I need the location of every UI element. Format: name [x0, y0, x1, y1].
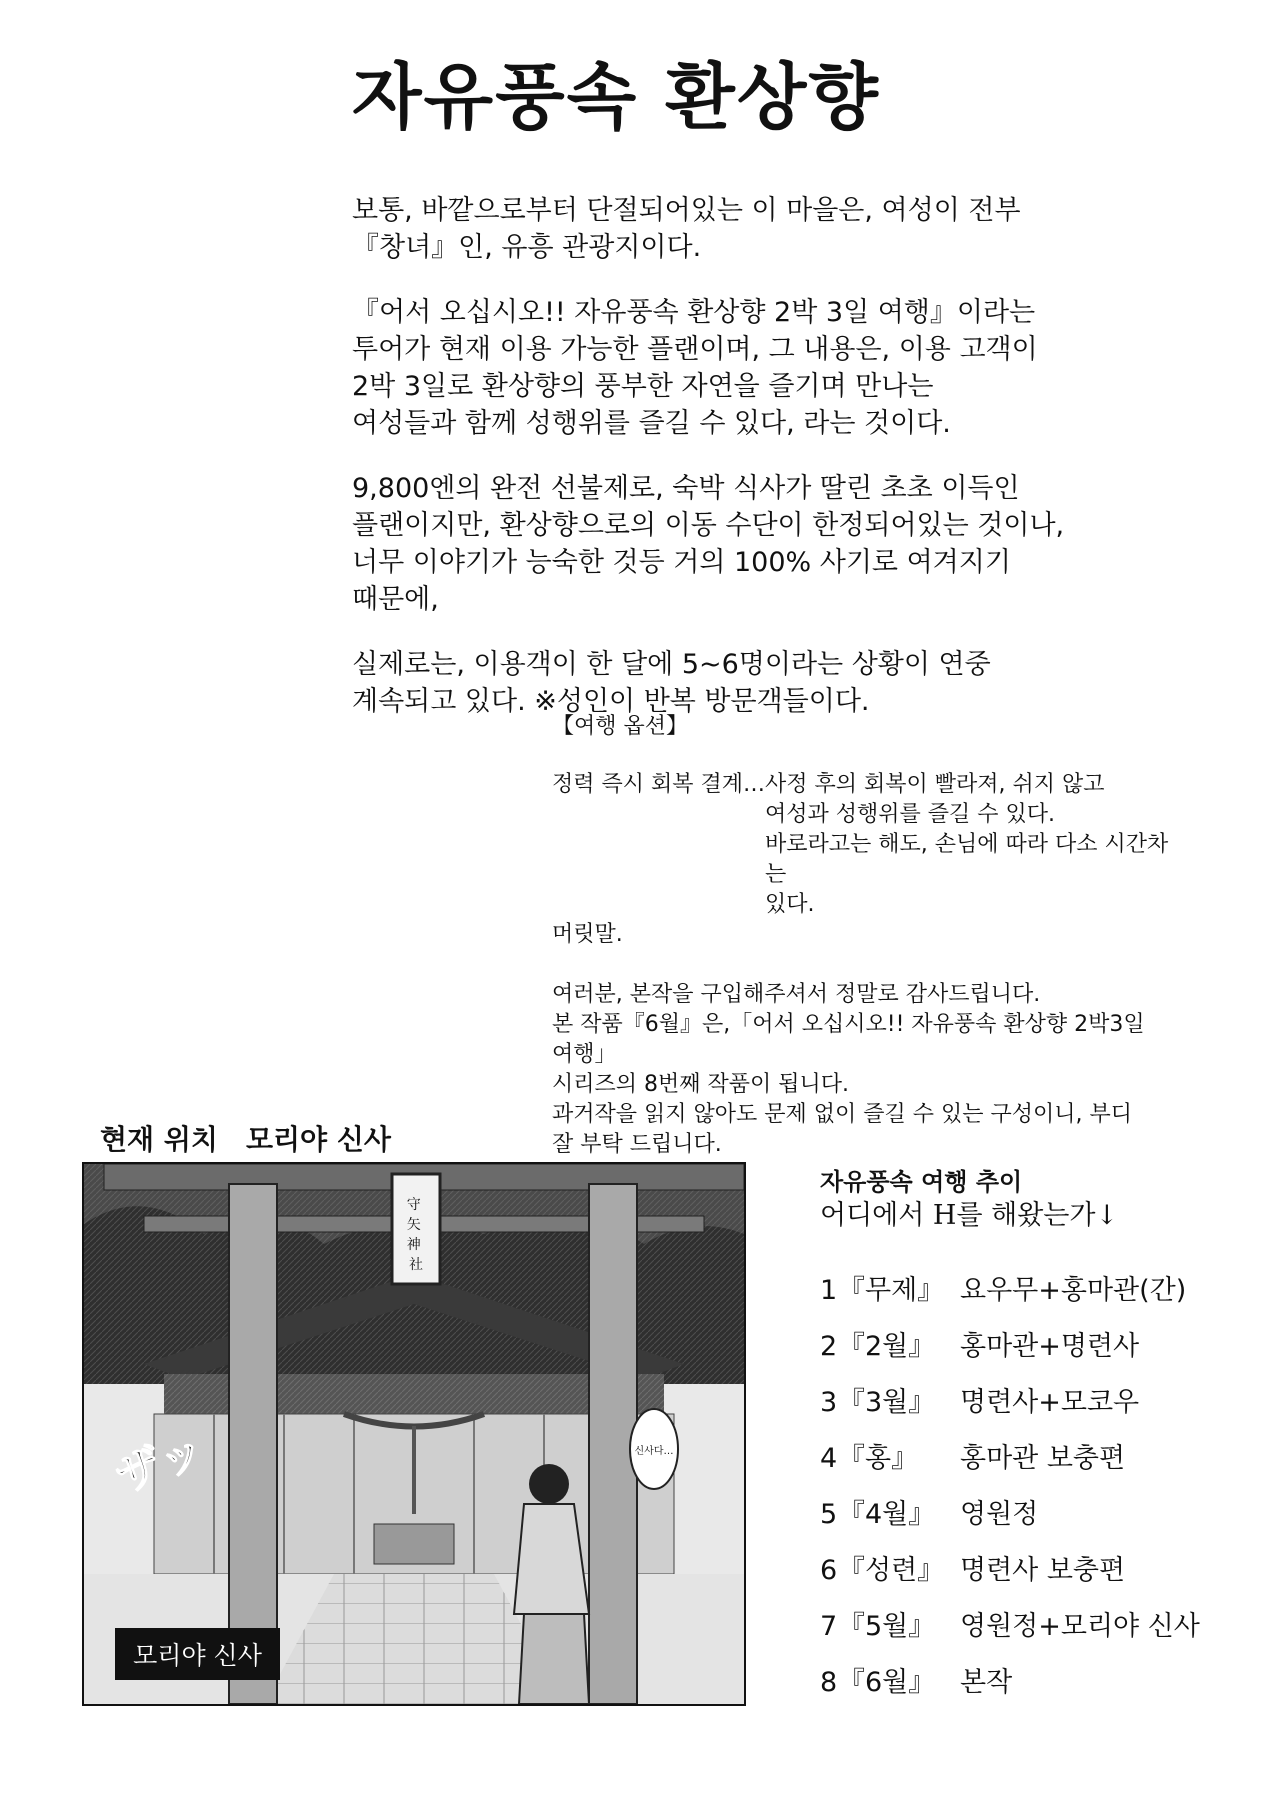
history-work-title: 『4월』: [838, 1499, 936, 1530]
history-place: 영원정+모리야 신사: [960, 1611, 1200, 1642]
plaque-char: 神: [406, 1237, 421, 1253]
history-work-title: 『3월』: [838, 1387, 936, 1418]
history-item: [820, 1599, 1260, 1655]
intro-paragraph: 9,800엔의 완전 선불제로, 숙박 식사가 딸린 초초 이득인 플랜이지만, 환상향으로의 이동 수단이 한정되어있는 것이나, 너무 이야기가 능숙한 것등 거의 100% 사기로 여겨지기 때문에,: [352, 473, 1065, 615]
history-number: 4: [820, 1443, 838, 1474]
history-work-title: 『홍』: [838, 1443, 919, 1474]
option-item: [552, 770, 1172, 920]
history-number: 7: [820, 1611, 838, 1642]
history-item: [820, 1263, 1260, 1319]
history-number: 1: [820, 1275, 838, 1306]
afterword: [552, 920, 1172, 1160]
intro-paragraph: 보통, 바깥으로부터 단절되어있는 이 마을은, 여성이 전부 『창녀』인, 유흥 관광지이다.: [352, 195, 1021, 263]
history-number: 6: [820, 1555, 838, 1586]
history-work-title: 『성련』: [838, 1555, 945, 1586]
history-number: 3: [820, 1387, 838, 1418]
history-place: 명련사 보충편: [960, 1555, 1126, 1586]
history-number: 5: [820, 1499, 838, 1530]
history-item: [820, 1375, 1260, 1431]
history-place: 요우무+홍마관(간): [960, 1275, 1187, 1306]
current-location-label: 현재 위치 모리야 신사: [100, 1123, 391, 1156]
history-number: 2: [820, 1331, 838, 1362]
afterword-title: 머릿말.: [552, 922, 623, 947]
history-place: 명련사+모코우: [960, 1387, 1140, 1418]
intro-text: [352, 192, 1072, 748]
history-place: 홍마관 보충편: [960, 1443, 1126, 1474]
history-item: [820, 1655, 1260, 1711]
history-work-title: 『6월』: [838, 1667, 936, 1698]
shrine-illustration: [82, 1162, 746, 1706]
history-subtitle: 어디에서 H를 해왔는가↓: [820, 1200, 1119, 1231]
history-place: 홍마관+명련사: [960, 1331, 1140, 1362]
plaque-char: 矢: [406, 1217, 421, 1233]
history-work-title: 『5월』: [838, 1611, 936, 1642]
history-item: [820, 1543, 1260, 1599]
option-term: 정력 즉시 회복 결계…: [552, 772, 765, 797]
history-item: [820, 1319, 1260, 1375]
speech-text: 신사다…: [634, 1446, 674, 1457]
history-title: 자유풍속 여행 추이: [820, 1168, 1023, 1196]
history-item: [820, 1487, 1260, 1543]
location-badge: 모리야 신사: [115, 1628, 280, 1680]
page-title: 자유풍속 환상향: [352, 55, 880, 139]
option-description: 사정 후의 회복이 빨라져, 쉬지 않고 여성과 성행위를 즐길 수 있다. 바로라고는 해도, 손님에 따라 다소 시간차는 있다.: [765, 772, 1169, 917]
travel-options: [552, 712, 1172, 1160]
history-place: 영원정: [960, 1499, 1039, 1530]
travel-history: [820, 1165, 1260, 1711]
history-work-title: 『2월』: [838, 1331, 936, 1362]
plaque-char: 社: [409, 1257, 423, 1273]
afterword-body: 여러분, 본작을 구입해주셔서 정말로 감사드립니다. 본 작품『6월』은,「어서 오십시오!! 자유풍속 환상향 2박3일 여행」 시리즈의 8번째 작품이 됩니다. 과거작을 읽지 않아도 문제 없이 즐길 수 있는 구성이니, 부디 잘 부탁 드립니다.: [552, 982, 1145, 1157]
history-number: 8: [820, 1667, 838, 1698]
options-heading: 【여행 옵션】: [552, 714, 689, 739]
plaque-char: 守: [406, 1197, 421, 1213]
history-work-title: 『무제』: [838, 1275, 945, 1306]
intro-paragraph: 『어서 오십시오!! 자유풍속 환상향 2박 3일 여행』이라는 투어가 현재 이용 가능한 플랜이며, 그 내용은, 이용 고객이 2박 3일로 환상향의 풍부한 자연을 즐기며 만나는 여성들과 함께 성행위를 즐길 수 있다, 라는 것이다.: [352, 297, 1038, 439]
history-place: 본작: [960, 1667, 1013, 1698]
intro-paragraph: 실제로는, 이용객이 한 달에 5~6명이라는 상황이 연중 계속되고 있다. ※성인이 반복 방문객들이다.: [352, 649, 991, 717]
sfx-text: ザッ: [107, 1421, 213, 1504]
history-item: [820, 1431, 1260, 1487]
